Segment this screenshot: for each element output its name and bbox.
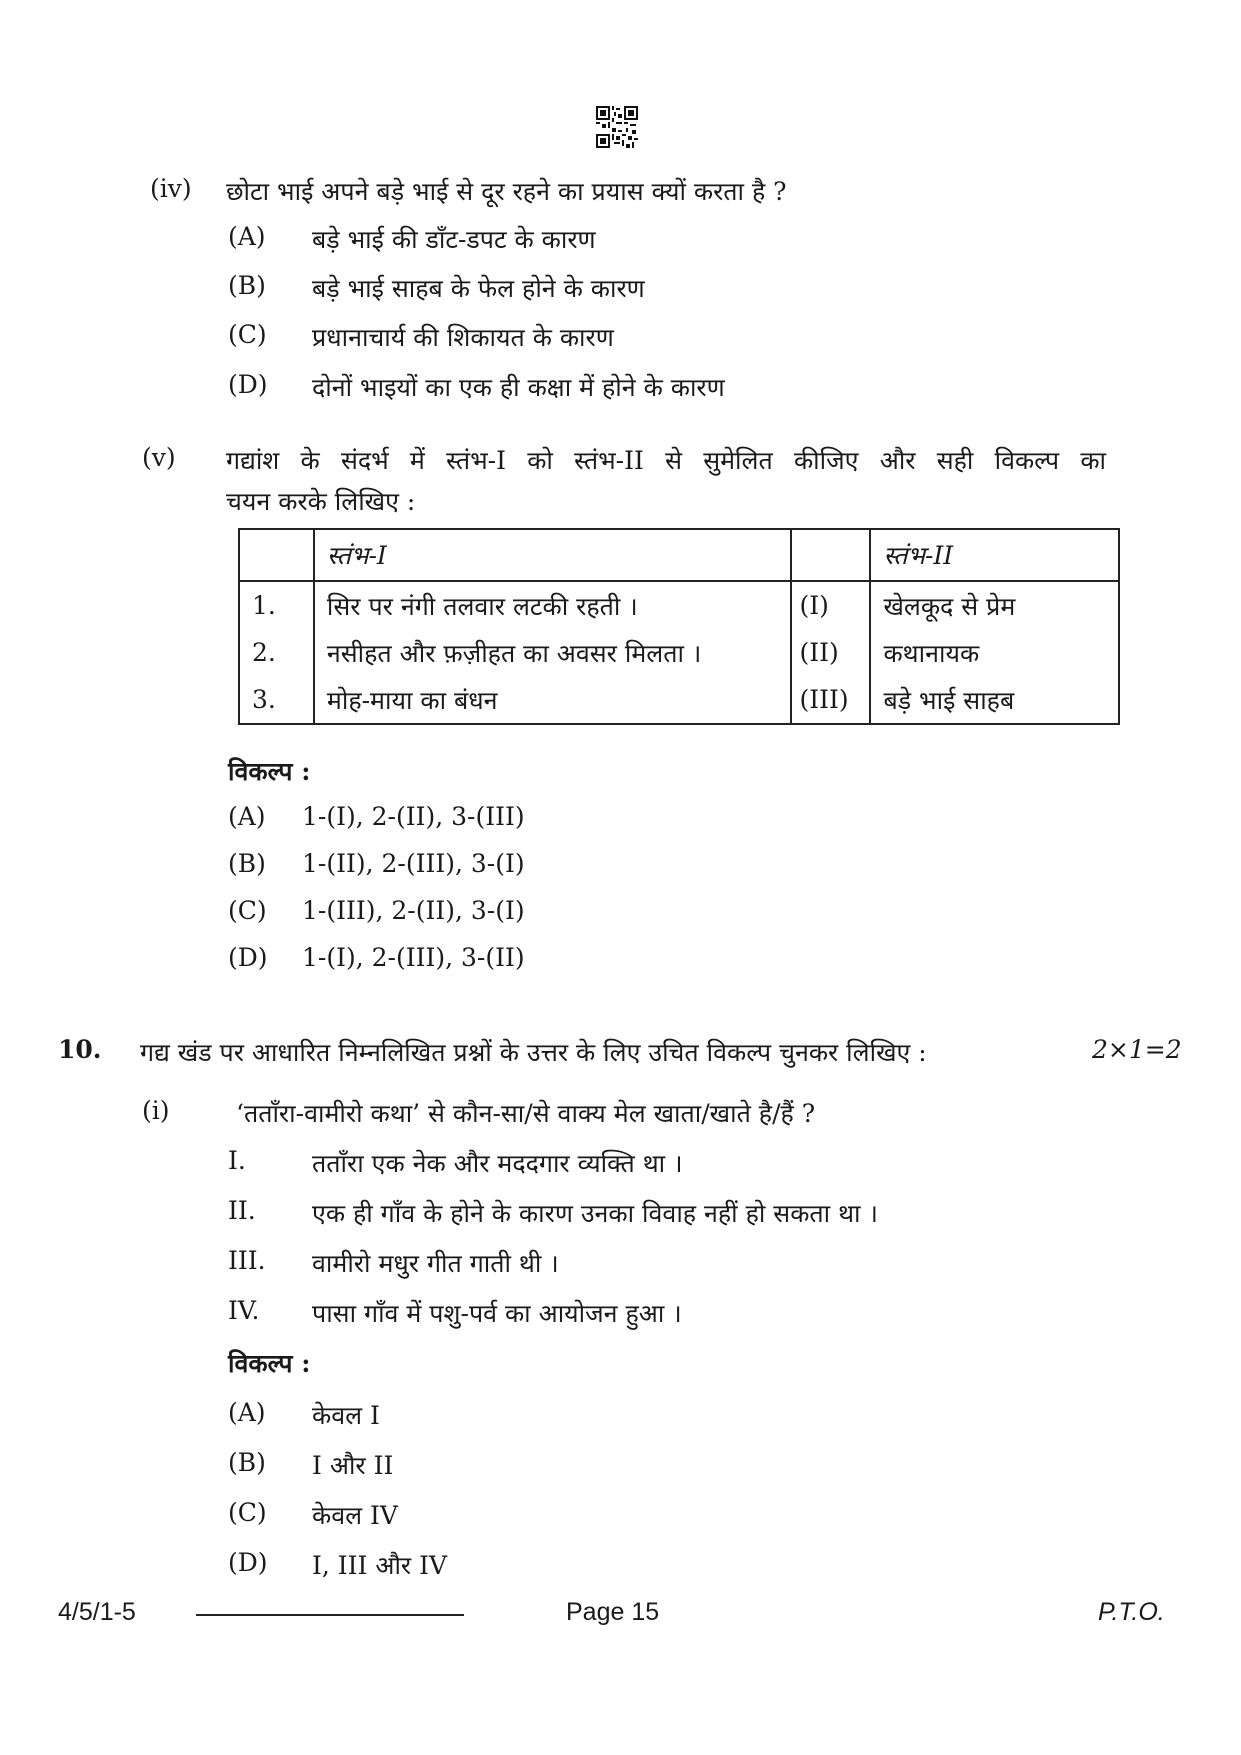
- table-cell: 2.: [239, 629, 314, 676]
- option-label: (B): [228, 271, 266, 300]
- column-header: स्तंभ-II: [870, 529, 1119, 581]
- option-text: प्रधानाचार्य की शिकायत के कारण: [312, 323, 614, 352]
- table-row: [239, 629, 1119, 676]
- option-label: (C): [228, 320, 267, 349]
- option-text: केवल I: [312, 1401, 380, 1430]
- option-label: (D): [228, 1548, 268, 1577]
- table-cell: (II): [791, 629, 871, 676]
- option-text: दोनों भाइयों का एक ही कक्षा में होने के कारण: [312, 373, 725, 402]
- option-label: (C): [228, 896, 267, 925]
- statement-label: I.: [228, 1146, 246, 1175]
- pto-label: P.T.O.: [1098, 1598, 1165, 1626]
- option-text: 1-(I), 2-(II), 3-(III): [302, 802, 525, 831]
- question-number: 10.: [58, 1035, 102, 1064]
- subquestion-number: (i): [142, 1096, 170, 1125]
- subquestion-text: ‘तताँरा-वामीरो कथा’ से कौन-सा/से वाक्य मेल खाता/खाते है/हैं ?: [236, 1099, 816, 1128]
- table-cell: बड़े भाई साहब: [870, 676, 1119, 724]
- option-label: (A): [228, 222, 266, 251]
- table-cell: 1.: [239, 581, 314, 629]
- table-cell: [791, 529, 871, 581]
- option-text: I और II: [312, 1451, 394, 1480]
- table-cell: (I): [791, 581, 871, 629]
- vikalp-heading: विकल्प :: [228, 757, 311, 786]
- table-cell: मोह-माया का बंधन: [314, 676, 791, 724]
- option-label: (A): [228, 802, 266, 831]
- table-header-row: [239, 529, 1119, 581]
- question-text: गद्य खंड पर आधारित निम्नलिखित प्रश्नों के उत्तर के लिए उचित विकल्प चुनकर लिखिए :: [140, 1038, 927, 1067]
- option-label: (B): [228, 1448, 266, 1477]
- question-number: (v): [142, 443, 176, 472]
- statement-label: II.: [228, 1196, 256, 1225]
- matching-table: [238, 528, 1120, 725]
- statement-text: पासा गाँव में पशु-पर्व का आयोजन हुआ ।: [312, 1299, 682, 1328]
- statement-text: तताँरा एक नेक और मददगार व्यक्ति था ।: [312, 1149, 683, 1178]
- table-row: [239, 581, 1119, 629]
- table-cell: सिर पर नंगी तलवार लटकी रहती ।: [314, 581, 791, 629]
- option-label: (D): [228, 370, 268, 399]
- option-label: (B): [228, 849, 266, 878]
- table-row: [239, 676, 1119, 724]
- paper-code: 4/5/1-5: [58, 1598, 136, 1626]
- table-cell: [239, 529, 314, 581]
- option-label: (C): [228, 1498, 267, 1527]
- column-header: स्तंभ-I: [314, 529, 791, 581]
- table-cell: कथानायक: [870, 629, 1119, 676]
- question-text-continued: चयन करके लिखिए :: [226, 487, 416, 516]
- option-text: 1-(III), 2-(II), 3-(I): [302, 896, 525, 925]
- option-text: बड़े भाई साहब के फेल होने के कारण: [312, 274, 645, 303]
- table-cell: नसीहत और फ़ज़ीहत का अवसर मिलता ।: [314, 629, 791, 676]
- statement-label: IV.: [228, 1296, 260, 1325]
- vikalp-heading: विकल्प :: [228, 1349, 311, 1378]
- qr-code-icon: [596, 106, 638, 148]
- statement-text: एक ही गाँव के होने के कारण उनका विवाह नहीं हो सकता था ।: [312, 1199, 878, 1228]
- statement-label: III.: [228, 1246, 266, 1275]
- statement-text: वामीरो मधुर गीत गाती थी ।: [312, 1249, 559, 1278]
- option-label: (D): [228, 943, 268, 972]
- option-text: केवल IV: [312, 1501, 398, 1530]
- question-text: छोटा भाई अपने बड़े भाई से दूर रहने का प्रयास क्यों करता है ?: [226, 177, 787, 206]
- option-text: I, III और IV: [312, 1551, 448, 1580]
- question-number: (iv): [150, 174, 192, 203]
- option-label: (A): [228, 1398, 266, 1427]
- option-text: बड़े भाई की डाँट-डपट के कारण: [312, 225, 596, 254]
- table-cell: (III): [791, 676, 871, 724]
- page-number: Page 15: [566, 1598, 660, 1626]
- table-cell: खेलकूद से प्रेम: [870, 581, 1119, 629]
- table-cell: 3.: [239, 676, 314, 724]
- option-text: 1-(II), 2-(III), 3-(I): [302, 849, 525, 878]
- option-text: 1-(I), 2-(III), 3-(II): [302, 943, 525, 972]
- question-text: गद्यांश के संदर्भ में स्तंभ-I को स्तंभ-II से सुमेलित कीजिए और सही विकल्प का: [226, 446, 1106, 475]
- footer-rule: [196, 1614, 464, 1616]
- marks: 2×1=2: [1092, 1035, 1182, 1064]
